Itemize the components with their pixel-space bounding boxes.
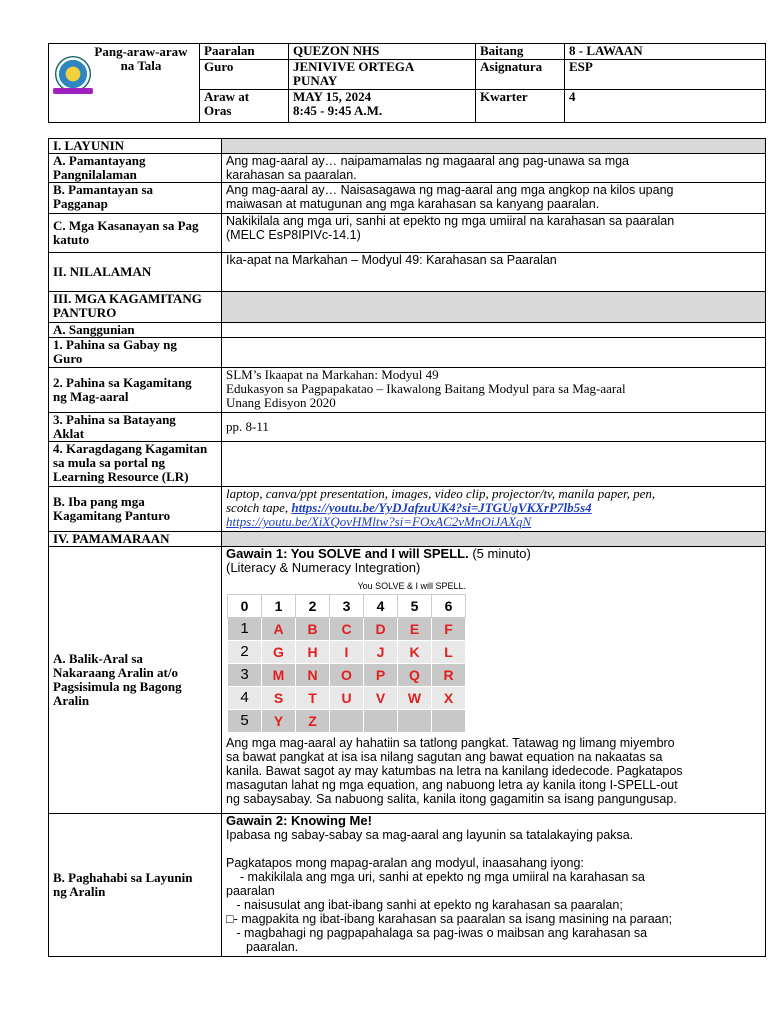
- batayang-label-1: 3. Pahina sa Batayang: [53, 412, 176, 427]
- kasanayan-text-1: Nakikilala ang mga uri, sanhi at epekto ng mga umiiral na karahasan sa paaralan: [226, 214, 675, 228]
- pamantayang-label-2: Pangnilalaman: [53, 167, 137, 182]
- gawain2-line-2: Pagkatapos mong mapag-aralan ang modyul, inaasahang iyong:: [226, 856, 584, 870]
- paghahabi-content: [222, 814, 766, 957]
- karagdagang-label-3: Learning Resource (LR): [53, 469, 189, 484]
- balik-aral-paragraph-3: kanila. Bawat sagot ay may katumbas na letra na kanilang idedecode. Pagkatapos: [226, 764, 683, 778]
- karagdagang-empty-cell: [222, 442, 766, 487]
- pamamaraan-heading: IV. PAMAMARAAN: [49, 532, 222, 547]
- paghahabi-label: [49, 814, 222, 957]
- karagdagang-label-2: sa mula sa portal ng: [53, 455, 165, 470]
- kasanayan-label-2: katuto: [53, 232, 90, 247]
- grid-letter-cell: X: [432, 687, 466, 710]
- grid-header-cell: 5: [398, 595, 432, 618]
- grid-letter-cell: H: [296, 641, 330, 664]
- iba-label-2: Kagamitang Panturo: [53, 508, 171, 523]
- school-form-label: Pang-araw-araw na Tala: [94, 44, 188, 73]
- pamantayang-label: [49, 154, 222, 183]
- kasanayan-text: [222, 214, 766, 253]
- grid-letter-cell: T: [296, 687, 330, 710]
- grid-letter-cell: Z: [296, 710, 330, 733]
- grid-row-number: 4: [228, 687, 262, 710]
- gawain1-time: (5 minuto): [468, 546, 531, 561]
- spell-grid-caption-text: You SOLVE & I will SPELL.: [357, 581, 466, 591]
- kagamitan-gray-cell: [222, 292, 766, 323]
- grid-letter-cell: W: [398, 687, 432, 710]
- kagamitan-mag-text-1: SLM’s Ikaapat na Markahan: Modyul 49: [226, 367, 439, 382]
- grid-letter-cell: [398, 710, 432, 733]
- sanggunian-empty-cell: [222, 323, 766, 338]
- gawain2-line-5: - naisusulat ang ibat-ibang sanhi at epekto ng karahasan sa paaralan;: [226, 898, 623, 912]
- kagamitan-mag-text-3: Unang Edisyon 2020: [226, 395, 336, 410]
- baitang-label: Baitang: [476, 44, 565, 60]
- school-logo-cell: [49, 44, 200, 123]
- grid-header-cell: 4: [364, 595, 398, 618]
- kwarter-label: Kwarter: [476, 90, 565, 123]
- paaralan-value: QUEZON NHS: [289, 44, 476, 60]
- balik-aral-label-3: Pagsisimula ng Bagong: [53, 679, 182, 694]
- layunin-heading: I. LAYUNIN: [49, 139, 222, 154]
- pagganap-label-1: B. Pamantayan sa: [53, 182, 154, 197]
- grid-header-cell: 6: [432, 595, 466, 618]
- nilalaman-heading: II. NILALAMAN: [49, 253, 222, 292]
- karagdagang-label-1: 4. Karagdagang Kagamitan: [53, 441, 208, 456]
- balik-aral-content: [222, 547, 766, 814]
- pamantayang-text-2: karahasan sa paaralan.: [226, 168, 357, 182]
- iba-text-2-line: [226, 501, 761, 515]
- grid-letter-cell: R: [432, 664, 466, 687]
- pamantayang-text: [222, 154, 766, 183]
- grid-letter-cell: N: [296, 664, 330, 687]
- kagamitan-heading-2: PANTURO: [53, 305, 117, 320]
- gawain2-line-6: - magpakita ng ibat-ibang karahasan sa paaralan sa isang masining na paraan;: [233, 912, 673, 926]
- pagganap-text-1: Ang mag-aaral ay… Naisasagawa ng mag-aaral ang mga angkop na kilos upang: [226, 183, 674, 197]
- kasanayan-label: [49, 214, 222, 253]
- balik-aral-label-1: A. Balik-Aral sa: [53, 651, 143, 666]
- gawain2-line-4: paaralan: [226, 884, 275, 898]
- grid-row-number: 5: [228, 710, 262, 733]
- kagamitan-mag-label: [49, 368, 222, 413]
- balik-aral-paragraph-2: sa bawat pangkat at isa isa nilang sagutan ang bawat equation na nakaatas sa: [226, 750, 663, 764]
- youtube-link-1[interactable]: https://youtu.be/YyDJafzuUK4?si=JTGUgVKXrP7lb5s4: [291, 500, 592, 515]
- gawain1-title: Gawain 1: You SOLVE and I will SPELL.: [226, 546, 469, 561]
- grid-letter-cell: [364, 710, 398, 733]
- grid-row-number: 2: [228, 641, 262, 664]
- grid-letter-cell: A: [262, 618, 296, 641]
- iba-label-1: B. Iba pang mga: [53, 494, 145, 509]
- gawain1-title-line: [226, 547, 761, 561]
- grid-header-cell: 2: [296, 595, 330, 618]
- grid-letter-cell: S: [262, 687, 296, 710]
- gawain1-subtitle: (Literacy & Numeracy Integration): [226, 560, 421, 575]
- grid-letter-cell: E: [398, 618, 432, 641]
- araw-value-line2: 8:45 - 9:45 A.M.: [293, 103, 383, 119]
- guro-value: [289, 59, 476, 90]
- iba-text-2: scotch tape,: [226, 500, 292, 515]
- karagdagang-label: [49, 442, 222, 487]
- grid-letter-cell: Q: [398, 664, 432, 687]
- nilalaman-text: Ika-apat na Markahan – Modyul 49: Karahasan sa Paaralan: [222, 253, 766, 292]
- batayang-label: [49, 413, 222, 442]
- spell-grid-caption: [226, 579, 466, 593]
- grid-letter-cell: D: [364, 618, 398, 641]
- balik-aral-paragraph: [226, 736, 761, 806]
- kasanayan-label-1: C. Mga Kasanayan sa Pag: [53, 218, 199, 233]
- gabay-label-2: Guro: [53, 351, 83, 366]
- school-seal-icon: [55, 56, 91, 92]
- kagamitan-heading: [49, 292, 222, 323]
- grid-letter-cell: M: [262, 664, 296, 687]
- gawain2-line-1: Ipabasa ng sabay-sabay sa mag-aaral ang layunin sa tatalakaying paksa.: [226, 828, 634, 842]
- pagganap-text-2: maiwasan at matugunan ang mga karahasan sa kanyang paaralan.: [226, 197, 600, 211]
- spell-grid: [227, 594, 466, 733]
- gawain2-line-3: - makikilala ang mga uri, sanhi at epekto ng mga umiiral na karahasan sa: [226, 870, 645, 884]
- balik-aral-paragraph-5: ng sabaysabay. Sa nabuong salita, kanila itong gagamitin sa isang pangungusap.: [226, 792, 677, 806]
- balik-aral-label: [49, 547, 222, 814]
- gabay-empty-cell: [222, 338, 766, 368]
- grid-letter-cell: O: [330, 664, 364, 687]
- paaralan-label: Paaralan: [200, 44, 289, 60]
- kagamitan-mag-label-2: ng Mag-aaral: [53, 389, 129, 404]
- grid-letter-cell: V: [364, 687, 398, 710]
- gawain2-line-7: - magbahagi ng pagpapahalaga sa pag-iwas o maibsan ang karahasan sa: [226, 926, 648, 940]
- grid-letter-cell: F: [432, 618, 466, 641]
- header-table: [48, 43, 766, 123]
- gawain2-line-8: paaralan.: [246, 940, 299, 954]
- grid-letter-cell: P: [364, 664, 398, 687]
- grid-letter-cell: L: [432, 641, 466, 664]
- araw-value-line1: MAY 15, 2024: [293, 89, 372, 105]
- grid-letter-cell: I: [330, 641, 364, 664]
- lesson-plan-table: [48, 138, 766, 957]
- iba-text-1: laptop, canva/ppt presentation, images, video clip, projector/tv, manila paper, pen,: [226, 486, 656, 501]
- gawain2-line-6-wrap: [226, 912, 761, 926]
- grid-letter-cell: J: [364, 641, 398, 664]
- balik-aral-label-4: Aralin: [53, 693, 90, 708]
- asignatura-value: ESP: [565, 59, 766, 90]
- iba-label: [49, 487, 222, 532]
- grid-letter-cell: Y: [262, 710, 296, 733]
- gawain2-title: Gawain 2: Knowing Me!: [226, 813, 372, 828]
- grid-letter-cell: B: [296, 618, 330, 641]
- grid-letter-cell: [330, 710, 364, 733]
- paghahabi-label-1: B. Paghahabi sa Layunin: [53, 870, 193, 885]
- youtube-link-2[interactable]: https://youtu.be/XiXQovHMltw?si=FOxAC2vMnOiJAXqN: [226, 514, 532, 529]
- kwarter-value: 4: [565, 90, 766, 123]
- grid-header-cell: 3: [330, 595, 364, 618]
- grid-letter-cell: [432, 710, 466, 733]
- kagamitan-mag-text-2: Edukasyon sa Pagpapakatao – Ikawalong Baitang Modyul para sa Mag-aaral: [226, 381, 626, 396]
- grid-letter-cell: G: [262, 641, 296, 664]
- layunin-gray-cell: [222, 139, 766, 154]
- grid-letter-cell: U: [330, 687, 364, 710]
- sanggunian-heading: A. Sanggunian: [49, 323, 222, 338]
- kagamitan-mag-label-1: 2. Pahina sa Kagamitang: [53, 375, 192, 390]
- grid-header-cell: 1: [262, 595, 296, 618]
- asignatura-label: Asignatura: [476, 59, 565, 90]
- school-seal-ribbon: [53, 88, 93, 94]
- grid-letter-cell: C: [330, 618, 364, 641]
- grid-letter-cell: K: [398, 641, 432, 664]
- balik-aral-paragraph-4: masagutan lahat ng mga equation, ang nabuong letra ay kanila itong I-SPELL-out: [226, 778, 678, 792]
- gabay-label-1: 1. Pahina sa Gabay ng: [53, 337, 177, 352]
- batayang-label-2: Aklat: [53, 426, 85, 441]
- baitang-value: 8 - LAWAAN: [565, 44, 766, 60]
- paghahabi-label-2: ng Aralin: [53, 884, 106, 899]
- pagganap-text: [222, 183, 766, 214]
- grid-row-number: 1: [228, 618, 262, 641]
- araw-label: [200, 90, 289, 123]
- kagamitan-heading-1: III. MGA KAGAMITANG: [53, 291, 202, 306]
- balik-aral-paragraph-1: Ang mga mag-aaral ay hahatiin sa tatlong pangkat. Tatawag ng limang miyembro: [226, 736, 675, 750]
- guro-value-line2: PUNAY: [293, 72, 338, 88]
- kagamitan-mag-text: [222, 368, 766, 413]
- guro-value-line1: JENIVIVE ORTEGA: [293, 58, 415, 74]
- pagganap-label-2: Pagganap: [53, 196, 108, 211]
- pamantayang-text-1: Ang mag-aaral ay… naipamamalas ng magaaral ang pag-unawa sa mga: [226, 154, 630, 168]
- balik-aral-label-2: Nakaraang Aralin at/o: [53, 665, 178, 680]
- pagganap-label: [49, 183, 222, 214]
- araw-value: [289, 90, 476, 123]
- araw-label-line2: Oras: [204, 103, 232, 119]
- batayang-text: pp. 8-11: [222, 413, 766, 442]
- pamantayang-label-1: A. Pamantayang: [53, 153, 146, 168]
- gabay-label: [49, 338, 222, 368]
- pamamaraan-gray-cell: [222, 532, 766, 547]
- gawain2-spacer: [226, 842, 761, 856]
- checkbox-glyph-icon: □: [226, 912, 234, 926]
- guro-label: Guro: [200, 59, 289, 90]
- grid-row-number: 3: [228, 664, 262, 687]
- iba-text: [222, 487, 766, 532]
- kasanayan-text-2: (MELC EsP8IPIVc-14.1): [226, 228, 361, 242]
- grid-header-cell: 0: [228, 595, 262, 618]
- araw-label-line1: Araw at: [204, 89, 250, 105]
